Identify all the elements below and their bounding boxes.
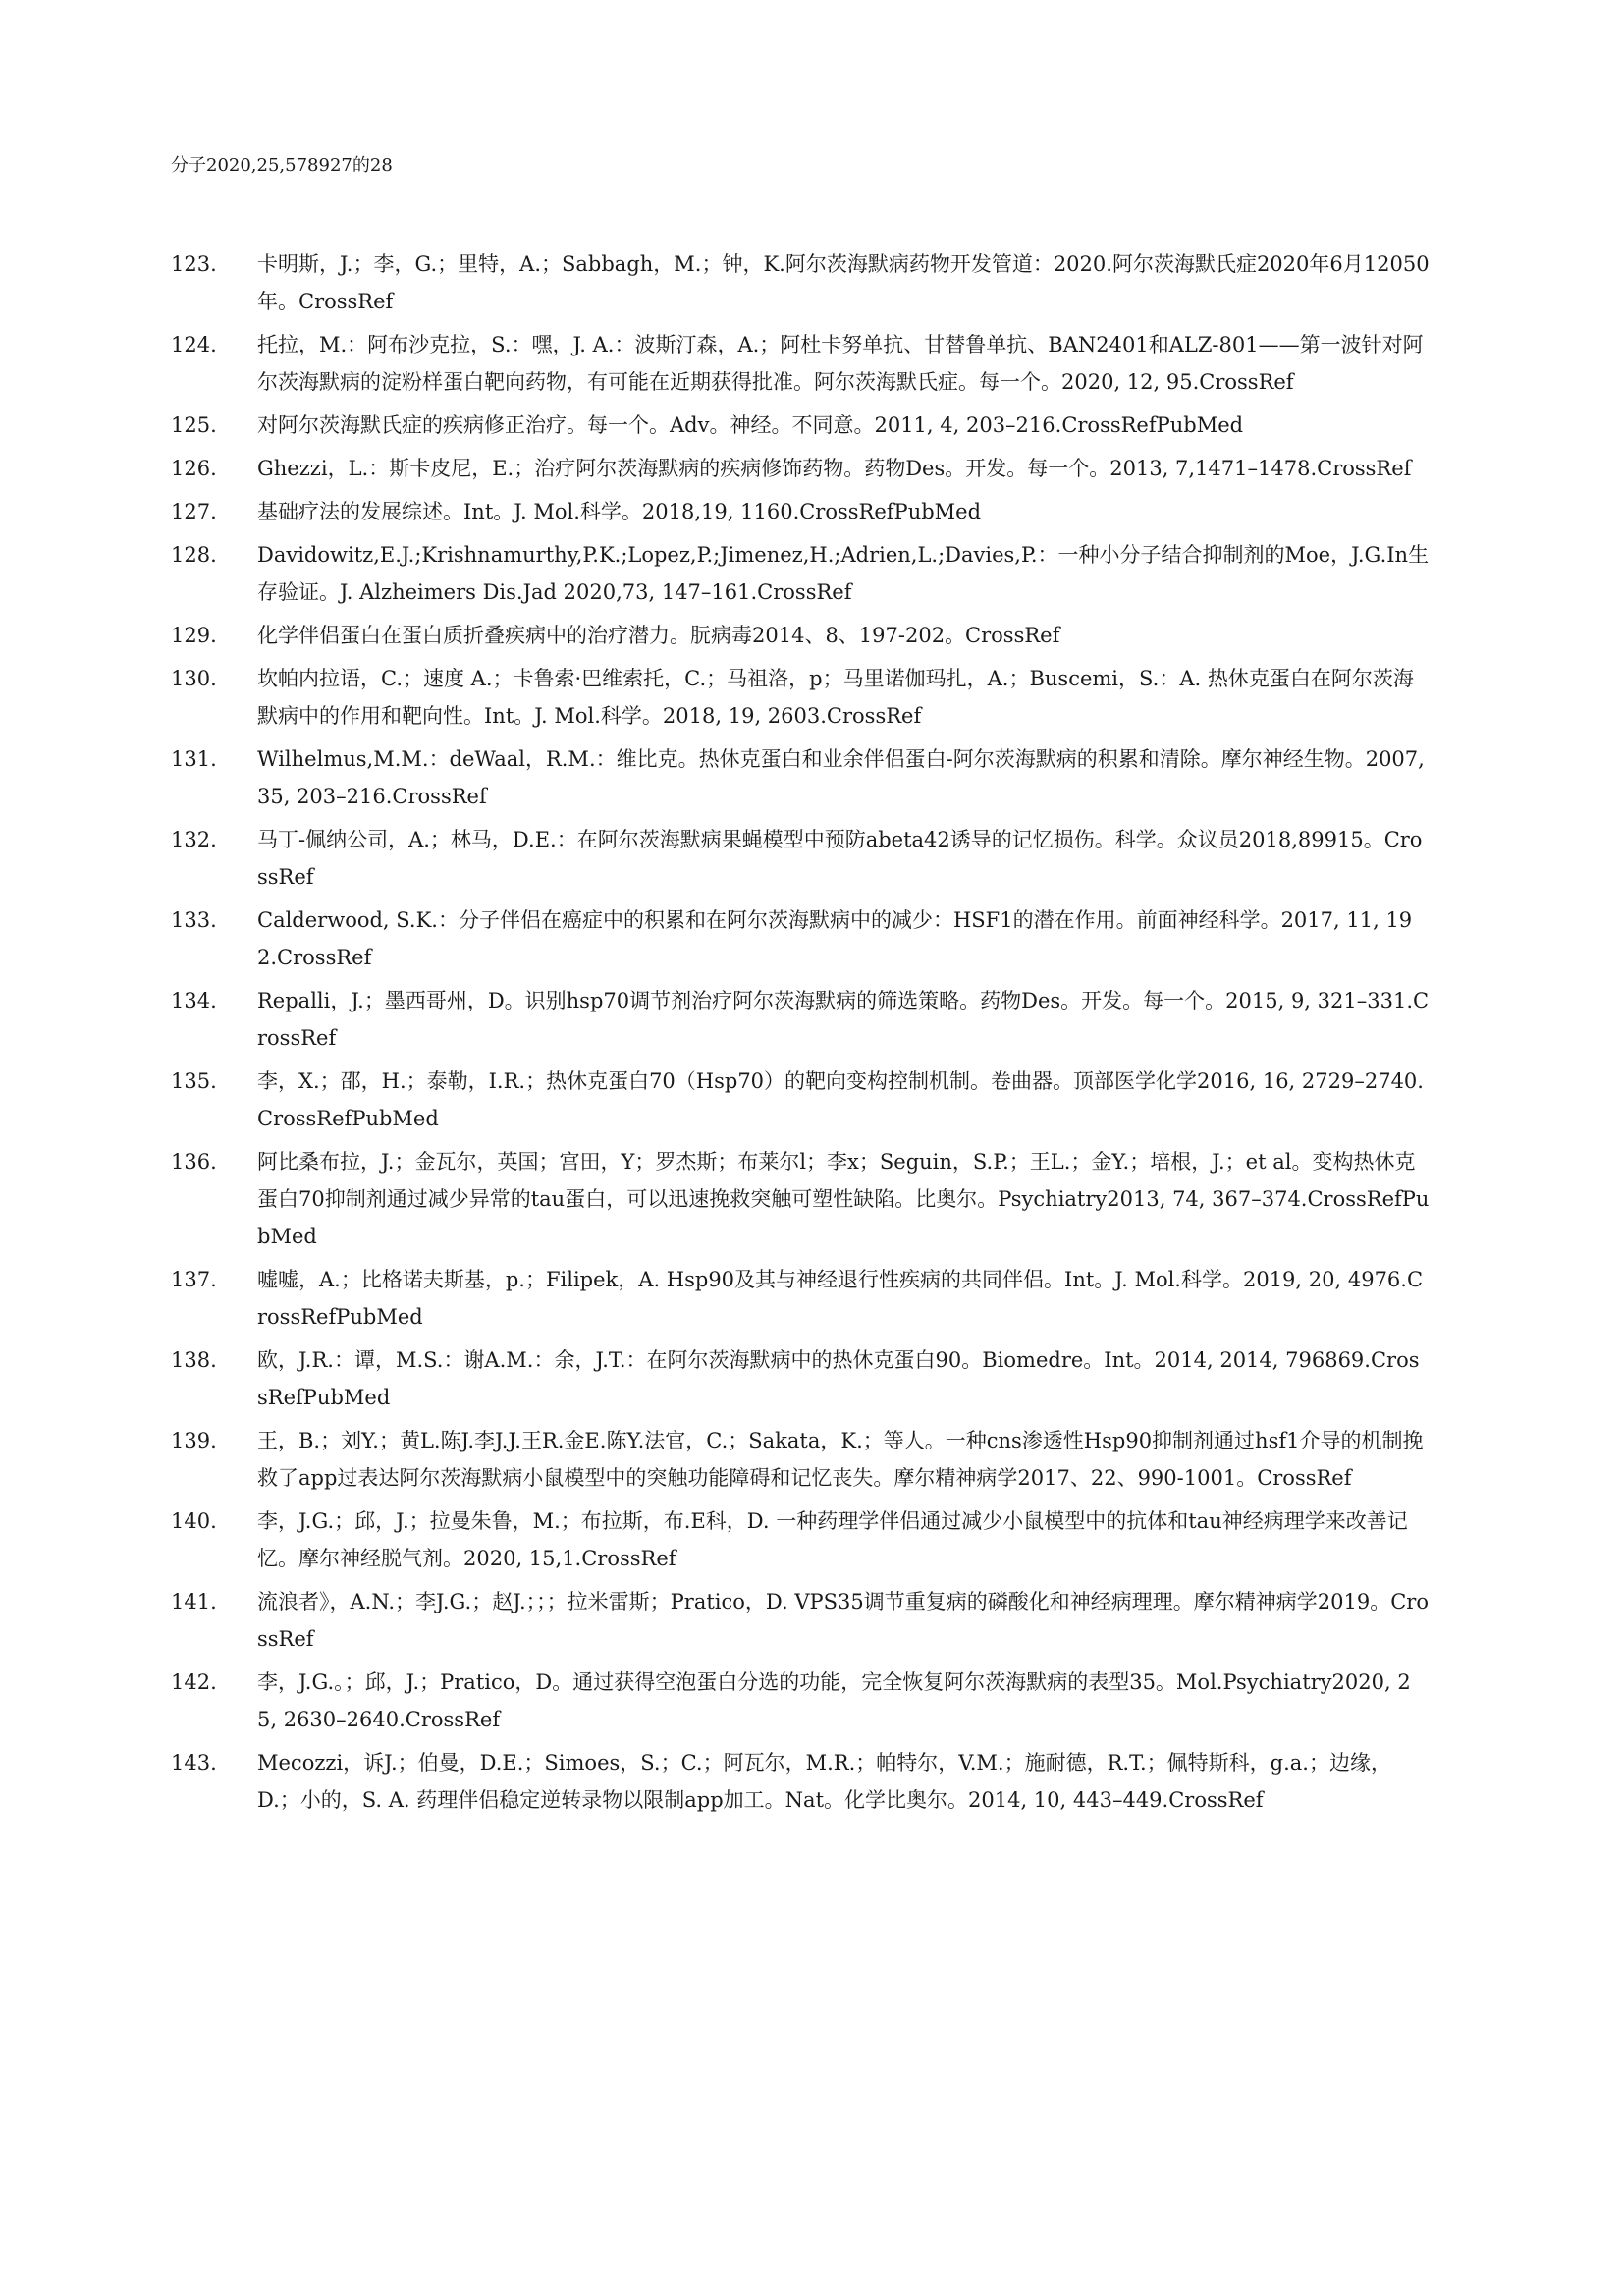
reference-text: 托拉，M.：阿布沙克拉，S.：嘿，J. A.：波斯汀森，A.；阿杜卡努单抗、甘替鲁单抗、BAN2401和ALZ-801——第一波针对阿尔茨海默病的淀粉样蛋白靶向药物，有可能在近期获得批准。阿尔茨海默氏症。每一个。2020, 12, 95.CrossRef — [257, 333, 1424, 394]
reference-number: 138 . — [171, 1341, 217, 1379]
reference-text: 化学伴侣蛋白在蛋白质折叠疾病中的治疗潜力。朊病毒2014、8、197-202。CrossRef — [257, 624, 1060, 647]
reference-text: 坎帕内拉语，C.；速度 A.；卡鲁索·巴维索托，C.；马祖洛，p；马里诺伽玛扎，A.；Buscemi，S.：A. 热休克蛋白在阿尔茨海默病中的作用和靶向性。Int。J. Mol.科学。2018, 19, 2603.CrossRef — [257, 667, 1414, 728]
reference-item — [171, 1063, 1430, 1137]
running-header: 分子2020,25,578927的28 — [171, 155, 393, 176]
reference-item — [171, 407, 1430, 444]
reference-text: 李，J.G.；邱，J.；拉曼朱鲁，M.；布拉斯，布.E科，D. 一种药理学伴侣通过减少小鼠模型中的抗体和tau神经病理学来改善记忆。摩尔神经脱气剂。2020, 15,1.CrossRef — [257, 1509, 1408, 1570]
reference-text: 王，B.；刘Y.；黄L.陈J.李J.J.王R.金E.陈Y.法官，C.；Sakata，K.；等人。一种cns渗透性Hsp90抑制剂通过hsf1介导的机制挽救了app过表达阿尔茨海默病小鼠模型中的突触功能障碍和记忆丧失。摩尔精神病学2017、22、990-1001。CrossRef — [257, 1429, 1424, 1490]
reference-number: 128 . — [171, 536, 217, 574]
reference-item — [171, 617, 1430, 654]
reference-item — [171, 982, 1430, 1057]
reference-number: 125 . — [171, 407, 217, 444]
reference-number: 143 . — [171, 1744, 217, 1781]
reference-text: Repalli，J.；墨西哥州，D。识别hsp70调节剂治疗阿尔茨海默病的筛选策略。药物Des。开发。每一个。2015, 9, 321–331.CrossRef — [257, 989, 1430, 1050]
reference-text: 李，J.G.。；邱，J.；Pratico，D。通过获得空泡蛋白分选的功能，完全恢复阿尔茨海默病的表型35。Mol.Psychiatry2020, 25, 2630–2640.CrossRef — [257, 1670, 1411, 1731]
reference-item — [171, 1261, 1430, 1336]
reference-item — [171, 493, 1430, 530]
reference-number: 136 . — [171, 1143, 217, 1180]
reference-number: 123 . — [171, 246, 217, 283]
reference-item — [171, 246, 1430, 320]
reference-text: Ghezzi，L.：斯卡皮尼，E.；治疗阿尔茨海默病的疾病修饰药物。药物Des。开发。每一个。2013, 7,1471–1478.CrossRef — [257, 457, 1412, 480]
reference-item — [171, 1503, 1430, 1577]
reference-text: Wilhelmus,M.M.：deWaal，R.M.：维比克。热休克蛋白和业余伴侣蛋白-阿尔茨海默病的积累和清除。摩尔神经生物。2007, 35, 203–216.CrossRef — [257, 747, 1425, 808]
reference-number: 134 . — [171, 982, 217, 1019]
reference-text: Calderwood, S.K.：分子伴侣在癌症中的积累和在阿尔茨海默病中的减少：HSF1的潜在作用。前面神经科学。2017, 11, 192.CrossRef — [257, 908, 1413, 969]
reference-item — [171, 821, 1430, 896]
reference-item — [171, 1583, 1430, 1658]
reference-number: 127 . — [171, 493, 217, 530]
reference-text: Mecozzi，诉J.；伯曼，D.E.；Simoes，S.；C.；阿瓦尔，M.R.；帕特尔，V.M.；施耐德，R.T.；佩特斯科，g.a.；边缘，D.；小的，S. A. 药理伴侣稳定逆转录物以限制app加工。Nat。化学比奥尔。2014, 10, 443–449.CrossRef — [257, 1751, 1391, 1812]
reference-number: 133 . — [171, 902, 217, 939]
reference-number: 140 . — [171, 1503, 217, 1540]
reference-text: 马丁-佩纳公司，A.；林马，D.E.：在阿尔茨海默病果蝇模型中预防abeta42诱导的记忆损伤。科学。众议员2018,89915。CrossRef — [257, 828, 1423, 889]
reference-number: 129 . — [171, 617, 217, 654]
reference-item — [171, 326, 1430, 401]
reference-number: 126 . — [171, 450, 217, 487]
reference-number: 142 . — [171, 1664, 217, 1701]
reference-list — [171, 246, 1430, 1825]
reference-text: 嘘嘘，A.；比格诺夫斯基，p.；Filipek，A. Hsp90及其与神经退行性疾病的共同伴侣。Int。J. Mol.科学。2019, 20, 4976.CrossRefPubMed — [257, 1268, 1424, 1329]
reference-item — [171, 1143, 1430, 1255]
reference-text: 基础疗法的发展综述。Int。J. Mol.科学。2018,19, 1160.CrossRefPubMed — [257, 500, 982, 523]
reference-item — [171, 902, 1430, 976]
reference-text: Davidowitz,E.J.;Krishnamurthy,P.K.;Lopez,P.;Jimenez,H.;Adrien,L.;Davies,P.：一种小分子结合抑制剂的Moe，J.G.In生存验证。J. Alzheimers Dis.Jad 2020,73, 147–161.CrossRef — [257, 543, 1430, 604]
reference-number: 141 . — [171, 1583, 217, 1620]
reference-number: 135 . — [171, 1063, 217, 1100]
reference-text: 阿比桑布拉，J.；金瓦尔，英国；宫田，Y；罗杰斯；布莱尔l；李x；Seguin，S.P.；王L.；金Y.；培根，J.；et al。变构热休克蛋白70抑制剂通过减少异常的tau蛋白，可以迅速挽救突触可塑性缺陷。比奥尔。Psychiatry2013, 74, 367–374.CrossRefPubMed — [257, 1150, 1430, 1248]
reference-item — [171, 450, 1430, 487]
reference-number: 131 . — [171, 740, 217, 778]
reference-item — [171, 1341, 1430, 1416]
reference-item — [171, 660, 1430, 735]
reference-item — [171, 1744, 1430, 1819]
reference-text: 欧，J.R.：谭，M.S.：谢A.M.：余，J.T.：在阿尔茨海默病中的热休克蛋白90。Biomedre。Int。2014, 2014, 796869.CrossRefPubMed — [257, 1348, 1420, 1409]
reference-number: 130 . — [171, 660, 217, 697]
reference-item — [171, 536, 1430, 611]
reference-number: 137 . — [171, 1261, 217, 1298]
reference-text: 李，X.；邵，H.；泰勒，I.R.；热休克蛋白70（Hsp70）的靶向变构控制机制。卷曲器。顶部医学化学2016, 16, 2729–2740.CrossRefPubMed — [257, 1069, 1424, 1130]
reference-text: 卡明斯，J.；李，G.；里特，A.；Sabbagh，M.；钟，K.阿尔茨海默病药物开发管道：2020.阿尔茨海默氏症2020年6月12050年。CrossRef — [257, 252, 1430, 313]
reference-number: 139 . — [171, 1422, 217, 1459]
reference-text: 对阿尔茨海默氏症的疾病修正治疗。每一个。Adv。神经。不同意。2011, 4, 203–216.CrossRefPubMed — [257, 413, 1244, 437]
reference-number: 124 . — [171, 326, 217, 363]
reference-item — [171, 740, 1430, 815]
reference-item — [171, 1422, 1430, 1497]
reference-text: 流浪者》，A.N.；李J.G.；赵J.；；；拉米雷斯；Pratico，D. VPS35调节重复病的磷酸化和神经病理理。摩尔精神病学2019。CrossRef — [257, 1590, 1429, 1651]
reference-number: 132 . — [171, 821, 217, 858]
reference-item — [171, 1664, 1430, 1738]
